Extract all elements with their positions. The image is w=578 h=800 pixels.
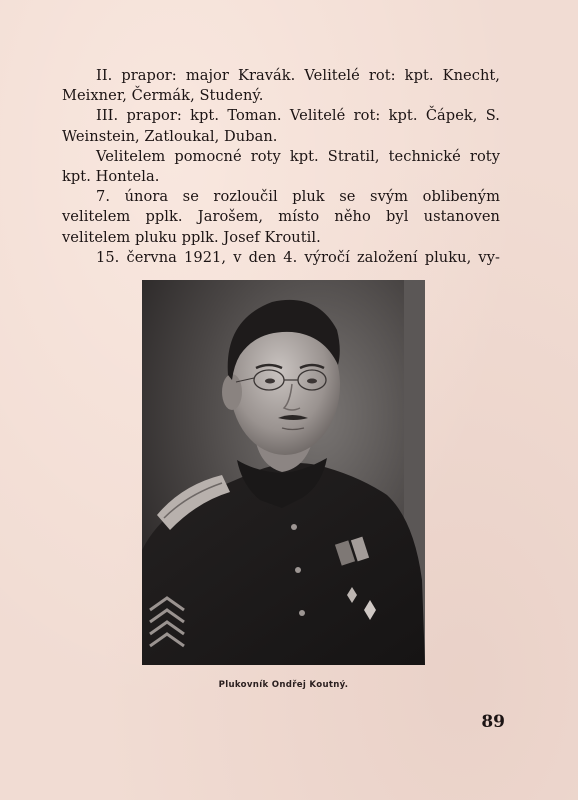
portrait-photo bbox=[142, 280, 425, 665]
photo-caption: Plukovník Ondřej Koutný. bbox=[218, 680, 349, 690]
body-text bbox=[62, 66, 500, 268]
paragraph-auxiliary-companies: Velitelem pomocné roty kpt. Stratil, technické roty kpt. Hontela. bbox=[62, 147, 500, 186]
paragraph-battalion-3: III. prapor: kpt. Toman. Velitelé rot: kpt. Čápek, S. Weinstein, Zatloukal, Duban. bbox=[62, 107, 500, 145]
paragraph-commander-change: 7. února se rozloučil pluk se svým oblibeným velitelem pplk. Jarošem, místo něho byl ustanoven velitelem pluku pplk. Josef Kroutil. bbox=[62, 188, 500, 246]
page-number: 89 bbox=[481, 712, 505, 732]
paragraph-anniversary: 15. června 1921, v den 4. výročí založení pluku, vy- bbox=[96, 248, 500, 266]
paragraph-battalion-2: II. prapor: major Kravák. Velitelé rot: kpt. Knecht, Meixner, Čermák, Studený. bbox=[62, 67, 500, 105]
